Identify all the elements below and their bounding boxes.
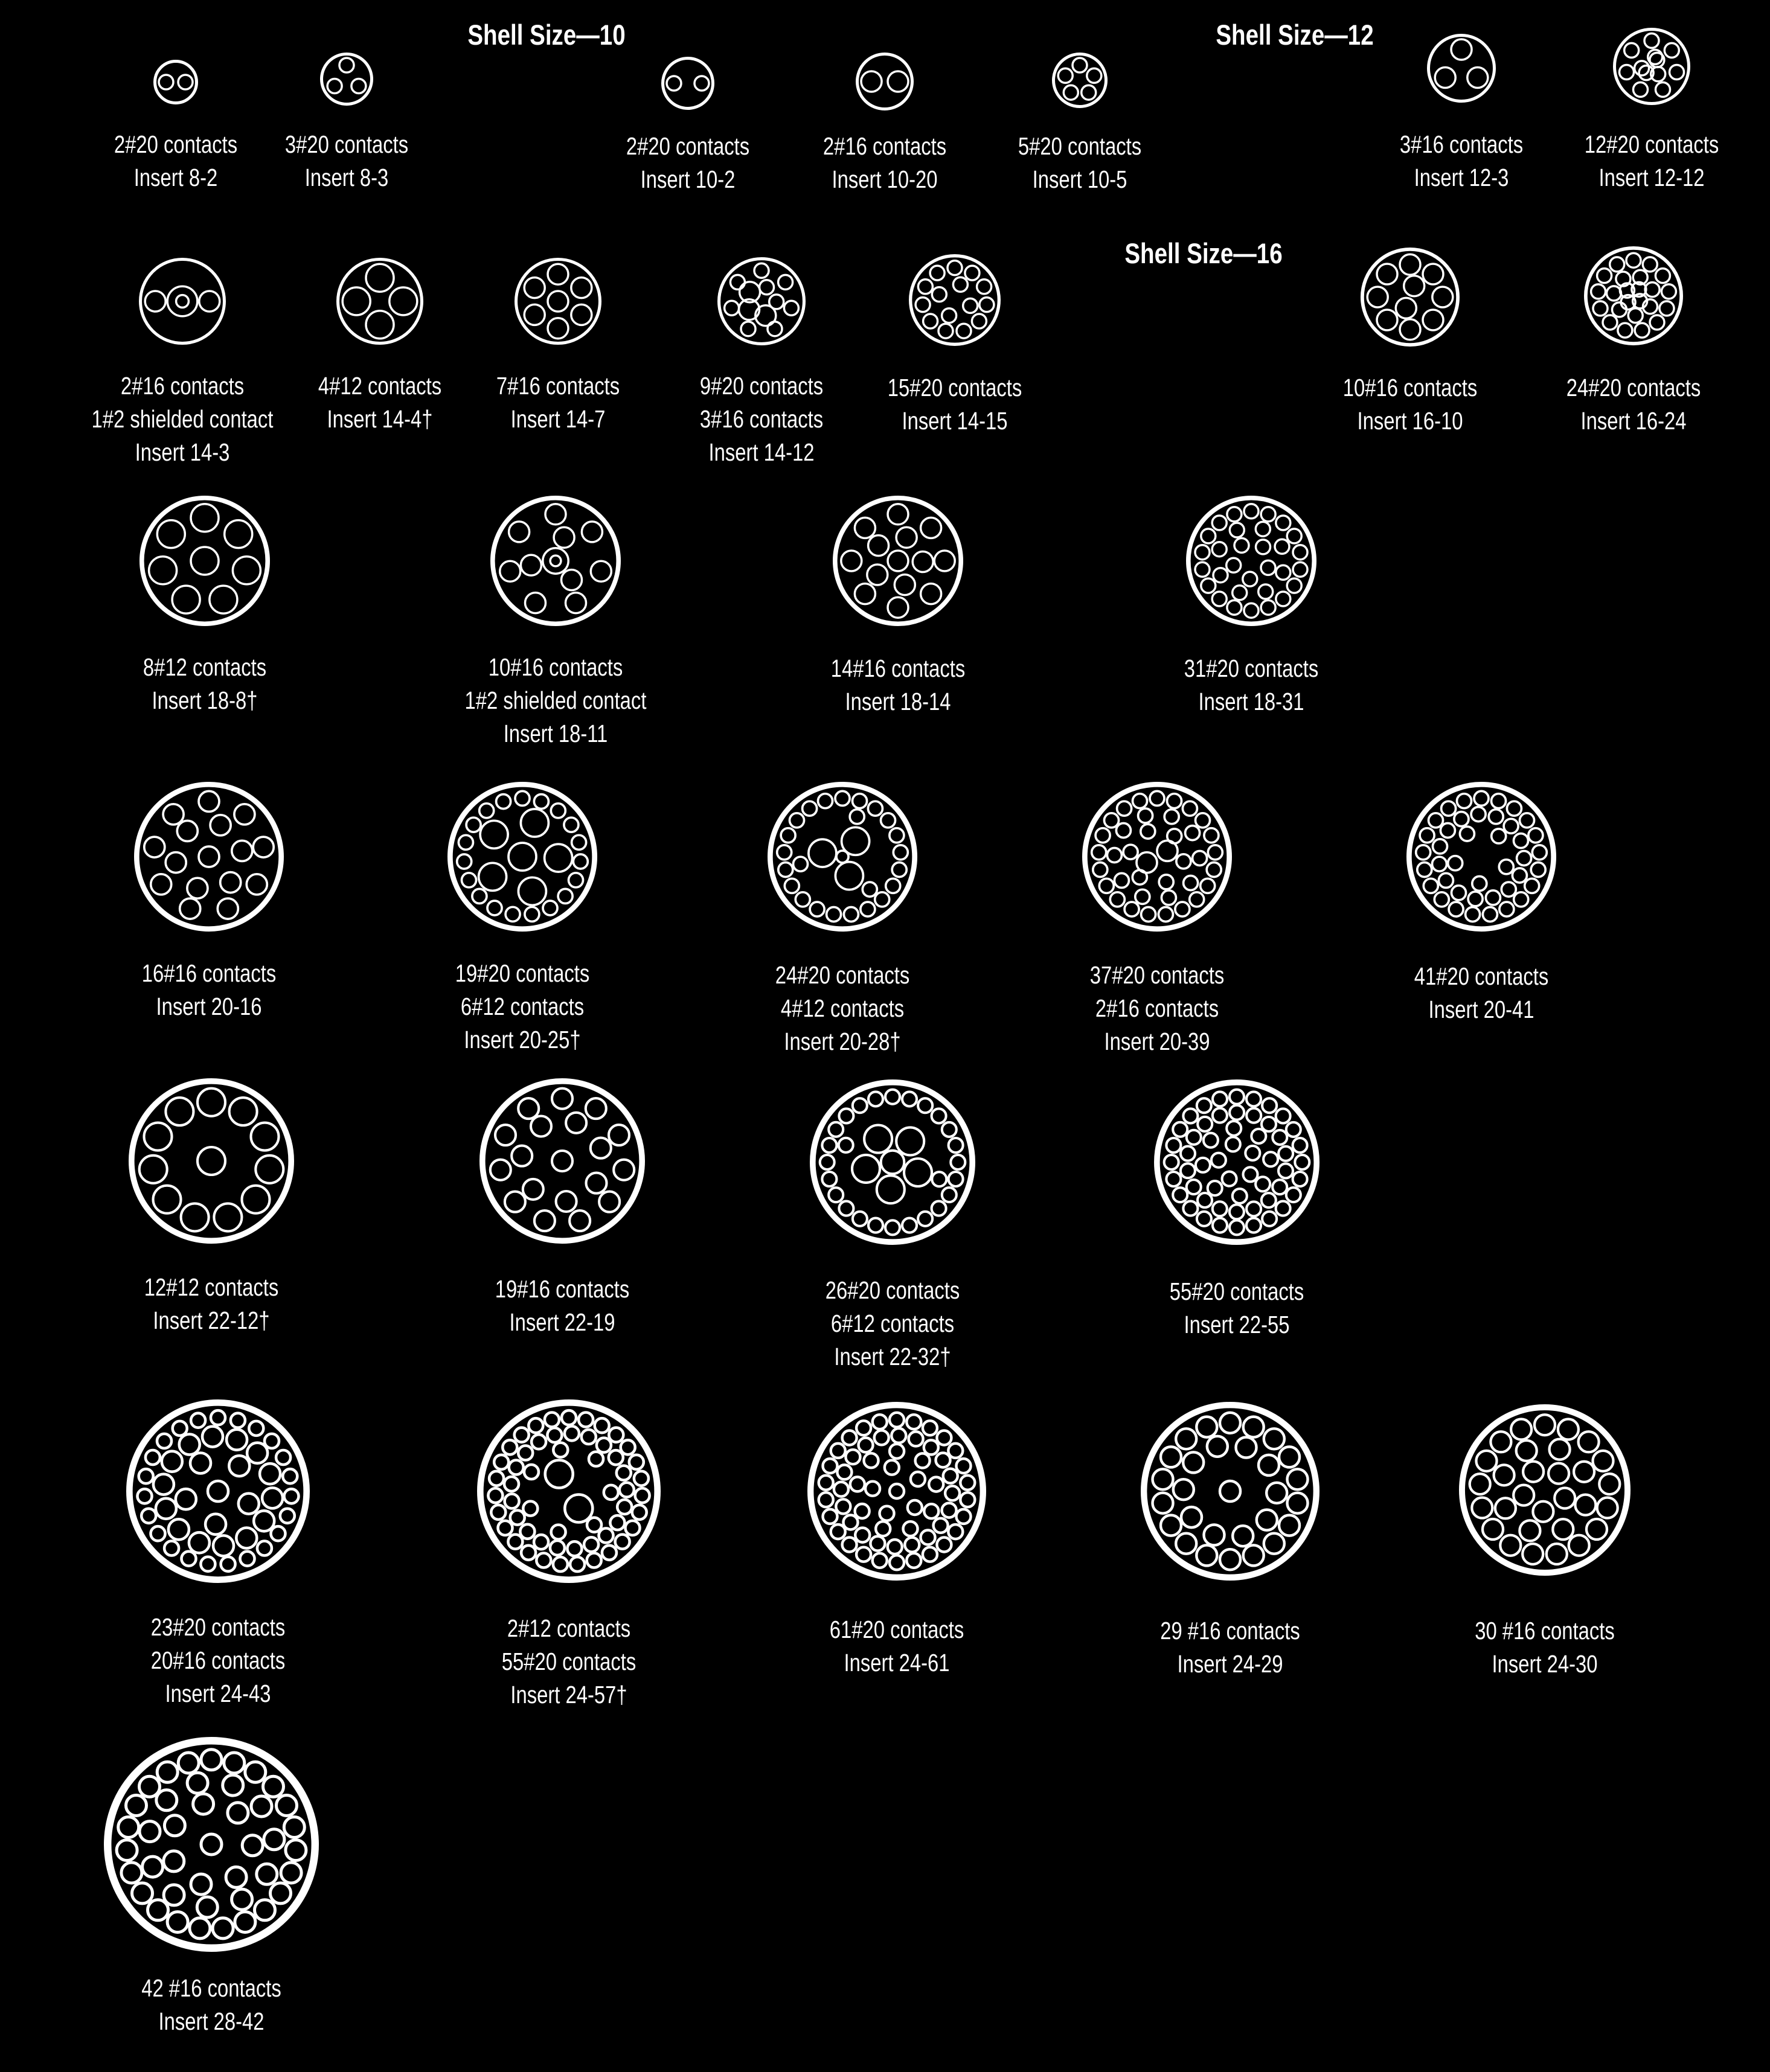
shell-outline [141, 260, 225, 344]
contact-spec-line: 61#20 contacts [829, 1616, 964, 1643]
insert-number-line: Insert 12-12 [1598, 164, 1705, 191]
insert-number-line: Insert 22-12† [153, 1306, 270, 1334]
insert-face-18-8 [136, 492, 274, 630]
shell-outline [1144, 1405, 1316, 1578]
insert-number-line: Insert 14-4† [327, 405, 433, 433]
insert-number-line: Insert 24-29 [1177, 1650, 1283, 1678]
insert-number-line: Insert 8-3 [304, 164, 389, 191]
contact-spec-line: 55#20 contacts [501, 1648, 636, 1675]
shell-outline [1362, 249, 1458, 345]
shell-outline [1586, 248, 1681, 344]
insert-number-line: Insert 14-15 [902, 407, 1008, 435]
contact-spec-line: 31#20 contacts [1184, 654, 1319, 682]
insert-label-18-14 [743, 652, 1053, 718]
contact-spec-line: 4#12 contacts [318, 372, 442, 400]
contact-spec-line: 30 #16 contacts [1475, 1617, 1615, 1645]
insert-face-24-57 [473, 1396, 664, 1587]
insert-face-14-12 [714, 254, 809, 349]
contact-spec-line: 23#20 contacts [150, 1613, 286, 1641]
shell-outline [338, 260, 422, 344]
insert-number-line: Insert 20-28† [784, 1028, 901, 1055]
insert-number-line: Insert 8-2 [133, 164, 218, 191]
contact-spec-line: 3#16 contacts [699, 405, 824, 433]
shell-outline [132, 1081, 291, 1241]
insert-face-18-14 [829, 492, 967, 630]
insert-face-24-29 [1137, 1398, 1323, 1584]
contact-spec-line: 24#20 contacts [1566, 374, 1701, 401]
contact-spec-line: 29 #16 contacts [1160, 1617, 1300, 1645]
insert-number-line: Insert 20-16 [156, 993, 262, 1020]
shell-outline [1188, 498, 1314, 624]
insert-number-line: Insert 24-57† [510, 1681, 627, 1709]
insert-label-20-41 [1327, 960, 1636, 1026]
insert-label-12-12 [1497, 128, 1770, 194]
insert-face-22-55 [1150, 1076, 1323, 1249]
contact-spec-line: 42 #16 contacts [141, 1974, 281, 2002]
insert-number-line: Insert 22-32† [834, 1343, 951, 1370]
shell-size-header: Shell Size—16 [1124, 237, 1283, 269]
contact-spec-line: 19#16 contacts [495, 1275, 630, 1303]
insert-label-24-61 [742, 1613, 1051, 1680]
contact-spec-line: 8#12 contacts [143, 653, 267, 681]
contact-spec-line: 12#20 contacts [1584, 130, 1719, 158]
contact-spec-line: 6#12 contacts [460, 993, 585, 1020]
insert-face-16-10 [1357, 244, 1463, 350]
contact-spec-line: 14#16 contacts [830, 654, 966, 682]
insert-label-20-16 [54, 957, 364, 1023]
contact-spec-line: 12#12 contacts [144, 1273, 279, 1301]
insert-number-line: Insert 18-8† [152, 686, 258, 714]
insert-face-24-61 [804, 1398, 990, 1584]
insert-face-8-2 [150, 56, 202, 108]
insert-number-line: Insert 14-12 [708, 438, 815, 466]
insert-number-line: Insert 18-31 [1198, 688, 1304, 715]
contact-spec-line: 41#20 contacts [1414, 962, 1549, 990]
contact-spec-line: 19#20 contacts [455, 959, 590, 987]
insert-face-20-39 [1079, 778, 1236, 935]
insert-face-20-25 [444, 778, 601, 935]
insert-number-line: Insert 10-20 [832, 165, 938, 193]
insert-number-line: Insert 24-43 [165, 1680, 271, 1707]
insert-number-line: Insert 16-10 [1357, 407, 1463, 435]
insert-label-8-3 [192, 128, 501, 194]
contact-spec-line: 5#20 contacts [1018, 132, 1142, 160]
insert-face-18-11 [487, 492, 624, 630]
insert-face-10-2 [658, 53, 718, 114]
insert-face-18-31 [1182, 492, 1320, 630]
insert-number-line: Insert 22-19 [509, 1308, 615, 1336]
contact-spec-line: 15#20 contacts [887, 374, 1022, 401]
insert-label-28-42 [57, 1972, 366, 2038]
contact-spec-line: 6#12 contacts [830, 1309, 955, 1337]
shell-outline [810, 1405, 983, 1578]
insert-label-20-28 [688, 959, 997, 1058]
contact-spec-line: 10#16 contacts [1342, 374, 1478, 401]
insert-label-10-5 [925, 130, 1234, 196]
insert-number-line: Insert 14-3 [135, 438, 230, 466]
shell-outline [142, 498, 268, 624]
shell-outline [322, 54, 372, 104]
insert-face-14-3 [135, 254, 229, 348]
insert-number-line: Insert 22-55 [1184, 1311, 1290, 1338]
insert-face-20-16 [130, 778, 287, 935]
contact-spec-line: 16#16 contacts [141, 959, 277, 987]
insert-face-22-32 [806, 1076, 979, 1249]
contact-spec-line: 1#2 shielded contact [91, 405, 274, 433]
insert-label-24-29 [1076, 1614, 1385, 1681]
contact-spec-line: 2#16 contacts [120, 372, 245, 400]
shell-outline [663, 59, 713, 109]
insert-label-14-15 [800, 371, 1109, 438]
insert-face-20-28 [764, 778, 921, 935]
insert-face-16-24 [1580, 243, 1687, 349]
insert-number-line: Insert 10-5 [1032, 165, 1127, 193]
insert-face-8-3 [316, 49, 377, 109]
insert-number-line: Insert 20-25† [464, 1026, 581, 1054]
insert-label-16-24 [1479, 371, 1770, 438]
insert-number-line: Insert 24-30 [1492, 1650, 1598, 1678]
shell-outline [1615, 30, 1689, 104]
contact-spec-line: 26#20 contacts [825, 1276, 960, 1304]
insert-face-28-42 [100, 1733, 322, 1955]
insert-label-22-55 [1082, 1275, 1391, 1341]
insert-face-12-3 [1423, 30, 1499, 106]
shell-outline [911, 256, 999, 345]
contact-spec-line: 20#16 contacts [150, 1646, 286, 1674]
shell-outline [155, 62, 197, 103]
contact-spec-line: 2#16 contacts [1095, 994, 1219, 1022]
insert-number-line: Insert 24-61 [844, 1649, 950, 1677]
contact-spec-line: 1#2 shielded contact [464, 686, 647, 714]
contact-spec-line: 2#16 contacts [822, 132, 947, 160]
insert-number-line: Insert 12-3 [1414, 164, 1509, 191]
shell-outline [813, 1082, 972, 1242]
shell-outline [1429, 36, 1495, 101]
insert-label-22-12 [57, 1271, 366, 1337]
contact-spec-line: 9#20 contacts [699, 372, 824, 400]
contact-spec-line: 24#20 contacts [775, 961, 910, 989]
insert-number-line: Insert 20-39 [1104, 1028, 1210, 1055]
insert-face-14-7 [511, 254, 605, 348]
insert-number-line: Insert 16-24 [1580, 407, 1687, 435]
contact-spec-line: 3#16 contacts [1399, 130, 1524, 158]
insert-label-22-19 [408, 1273, 717, 1339]
contact-spec-line: 37#20 contacts [1089, 961, 1225, 989]
shell-outline [516, 260, 600, 344]
insert-face-12-12 [1609, 24, 1694, 109]
insert-face-22-19 [476, 1075, 649, 1247]
insert-label-24-43 [63, 1611, 373, 1710]
insert-face-14-4 [333, 254, 427, 348]
shell-outline [1054, 54, 1106, 107]
insert-face-20-41 [1403, 778, 1560, 935]
contact-spec-line: 2#20 contacts [626, 132, 750, 160]
insert-label-18-31 [1097, 652, 1406, 718]
insert-number-line: Insert 20-41 [1428, 996, 1534, 1023]
insert-label-18-8 [50, 651, 359, 717]
shell-outline [858, 54, 912, 109]
insert-face-10-20 [852, 49, 917, 114]
shell-size-header: Shell Size—12 [1216, 19, 1374, 51]
contact-spec-line: 2#20 contacts [114, 130, 238, 158]
contact-spec-line: 10#16 contacts [488, 653, 623, 681]
insert-number-line: Insert 18-14 [845, 688, 951, 715]
insert-number-line: Insert 28-42 [158, 2007, 265, 2035]
insert-label-18-11 [401, 651, 710, 750]
insert-number-line: Insert 18-11 [503, 720, 608, 747]
insert-face-22-12 [125, 1075, 298, 1247]
insert-label-20-25 [368, 957, 677, 1057]
insert-number-line: Insert 10-2 [640, 165, 736, 193]
contact-spec-line: 7#16 contacts [496, 372, 620, 400]
insert-label-24-30 [1390, 1614, 1699, 1681]
insert-label-24-57 [414, 1612, 723, 1712]
insert-face-14-15 [905, 251, 1004, 350]
shell-outline [835, 498, 961, 624]
insert-face-24-30 [1455, 1401, 1634, 1579]
contact-spec-line: 4#12 contacts [780, 994, 905, 1022]
contact-spec-line: 2#12 contacts [507, 1614, 631, 1642]
contact-spec-line: 3#20 contacts [284, 130, 409, 158]
insert-face-24-43 [123, 1396, 313, 1587]
insert-face-10-5 [1048, 49, 1111, 112]
insert-number-line: Insert 14-7 [510, 405, 606, 433]
insert-label-20-39 [1002, 959, 1312, 1058]
contact-spec-line: 55#20 contacts [1169, 1277, 1304, 1305]
insert-label-22-32 [738, 1274, 1047, 1373]
shell-size-header: Shell Size—10 [467, 19, 626, 51]
